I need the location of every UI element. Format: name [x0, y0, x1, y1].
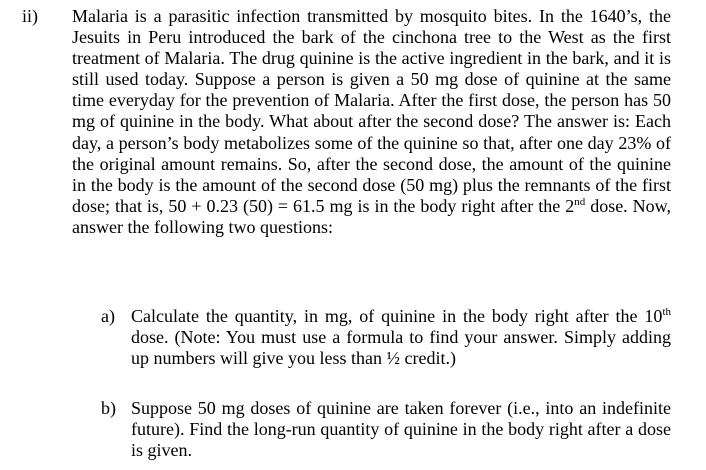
question-number: ii) — [22, 6, 38, 26]
part-b-label: b) — [101, 398, 116, 418]
part-a-label: a) — [101, 306, 115, 326]
part-b-text: Suppose 50 mg doses of quinine are taken forever (i.e., into an indefinite future). Find the long-run quantity of quinine in the body right after a dose is given. — [131, 398, 671, 461]
intro-text-end: dose. Now, answer the following two questions: — [72, 195, 671, 237]
intro-text: Malaria is a parasitic infection transmitted by mosquito bites. In the 1640’s, the Jesuits in Peru introduced the bark of the cinchona tree to the West as the first treatment of Malaria. The drug quinine is the active ingredient in the bark, and it is still used today. Suppose a person is given a 50 mg dose of quinine at the same time everyday for the prevention of Malaria. After the first dose, the person has 50 mg of quinine in the body. What about after the second dose? The answer is: Each day, a person’s body metabolizes some of the quinine so that, after one day 23% of the original amount remains. So, after the second dose, the amount of the quinine in the body is the amount of the second dose (50 mg) plus the remnants of the first dose; that is, 50 + 0.23 (50) = 61.5 mg is in the body right after the 2 — [72, 6, 671, 216]
question-intro-paragraph — [72, 6, 671, 238]
ordinal-superscript: nd — [574, 195, 586, 208]
part-a-text — [131, 306, 671, 369]
ordinal-superscript: th — [662, 306, 671, 318]
part-a-text-start: Calculate the quantity, in mg, of quinine in the body right after the 10 — [131, 306, 663, 326]
part-a-text-end: dose. (Note: You must use a formula to find your answer. Simply adding up numbers will give you less than ½ credit.) — [131, 327, 671, 369]
